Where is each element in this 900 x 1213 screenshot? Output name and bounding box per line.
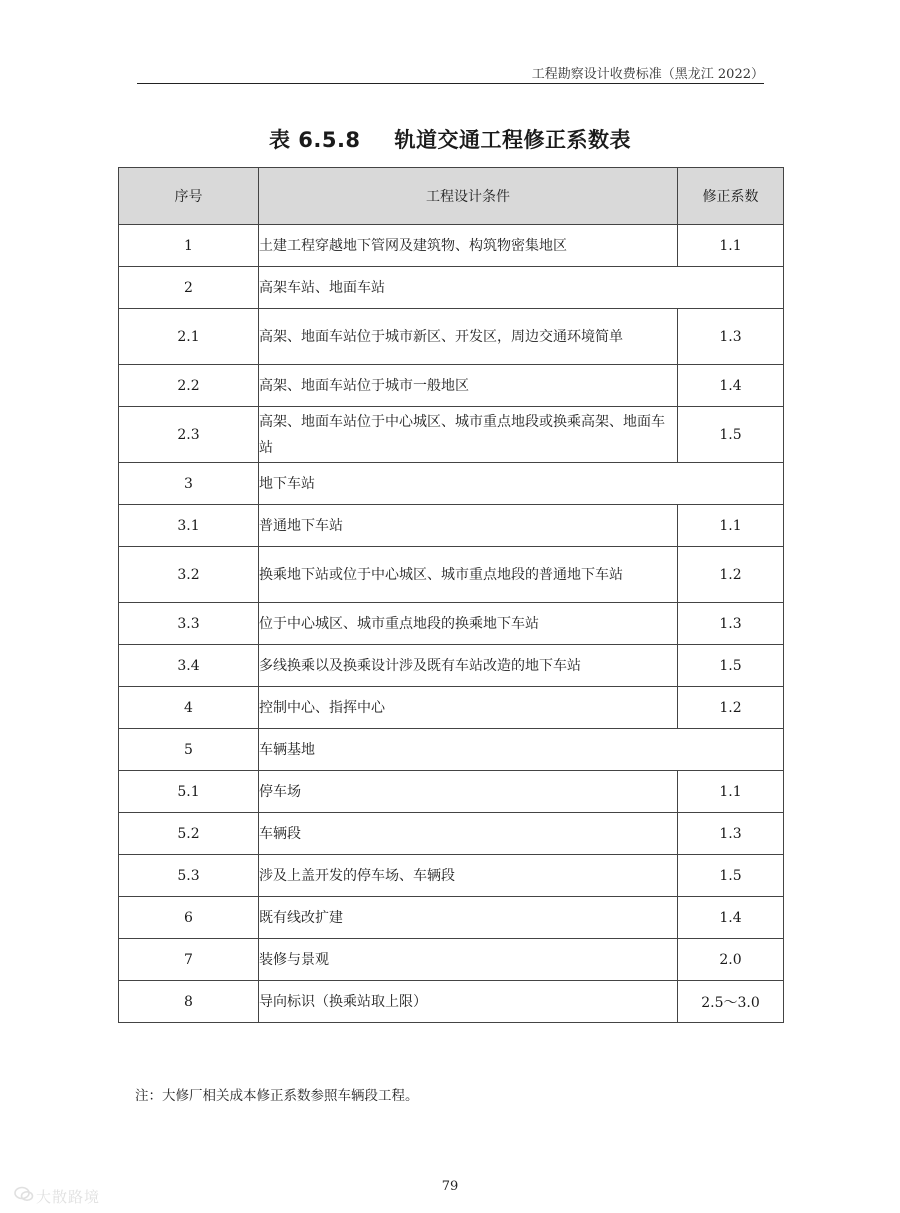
row-seq: 3 (119, 463, 259, 505)
row-coefficient: 1.5 (678, 645, 784, 687)
running-header: 工程勘察设计收费标准（黑龙江 2022） (531, 67, 764, 82)
table-row-group (119, 463, 784, 505)
row-condition: 导向标识（换乘站取上限） (259, 981, 678, 1023)
row-seq: 4 (119, 687, 259, 729)
row-coefficient: 1.3 (678, 813, 784, 855)
row-seq: 1 (119, 225, 259, 267)
table-row (119, 981, 784, 1023)
table-row (119, 645, 784, 687)
wechat-logo-icon (14, 1186, 36, 1206)
table-row (119, 309, 784, 365)
row-seq: 2 (119, 267, 259, 309)
row-condition: 车辆段 (259, 813, 678, 855)
table-row (119, 687, 784, 729)
table-title (0, 124, 900, 154)
watermark-text: 大散路境 (36, 1188, 101, 1206)
table-row (119, 505, 784, 547)
table-row (119, 603, 784, 645)
row-condition: 控制中心、指挥中心 (259, 687, 678, 729)
table-row (119, 547, 784, 603)
row-seq: 3.3 (119, 603, 259, 645)
row-seq: 3.2 (119, 547, 259, 603)
row-condition: 高架、地面车站位于城市新区、开发区，周边交通环境简单 (259, 309, 678, 365)
table-note: 注：大修厂相关成本修正系数参照车辆段工程。 (135, 1088, 419, 1104)
row-seq: 5 (119, 729, 259, 771)
row-condition: 车辆基地 (259, 729, 784, 771)
table-number: 表 6.5.8 (268, 128, 361, 152)
watermark (14, 1186, 100, 1207)
row-seq: 3.4 (119, 645, 259, 687)
table-row (119, 365, 784, 407)
column-header-seq: 序号 (119, 168, 259, 225)
row-coefficient: 1.3 (678, 309, 784, 365)
row-condition: 涉及上盖开发的停车场、车辆段 (259, 855, 678, 897)
table-row-group (119, 729, 784, 771)
row-seq: 5.3 (119, 855, 259, 897)
row-seq: 5.1 (119, 771, 259, 813)
table-header-row (119, 168, 784, 225)
table-row (119, 407, 784, 463)
row-condition: 停车场 (259, 771, 678, 813)
row-condition: 位于中心城区、城市重点地段的换乘地下车站 (259, 603, 678, 645)
row-seq: 5.2 (119, 813, 259, 855)
row-coefficient: 1.5 (678, 855, 784, 897)
row-seq: 2.2 (119, 365, 259, 407)
row-condition: 普通地下车站 (259, 505, 678, 547)
table-row (119, 771, 784, 813)
column-header-condition: 工程设计条件 (259, 168, 678, 225)
row-condition: 多线换乘以及换乘设计涉及既有车站改造的地下车站 (259, 645, 678, 687)
row-seq: 3.1 (119, 505, 259, 547)
page-number: 79 (441, 1179, 459, 1194)
row-condition: 既有线改扩建 (259, 897, 678, 939)
table-row-group (119, 267, 784, 309)
row-condition: 高架车站、地面车站 (259, 267, 784, 309)
table-row (119, 939, 784, 981)
row-coefficient: 1.2 (678, 687, 784, 729)
row-seq: 8 (119, 981, 259, 1023)
row-condition: 装修与景观 (259, 939, 678, 981)
table-row (119, 897, 784, 939)
row-coefficient: 1.4 (678, 365, 784, 407)
row-coefficient: 1.2 (678, 547, 784, 603)
row-coefficient: 1.1 (678, 225, 784, 267)
coefficient-table (118, 167, 784, 1023)
row-seq: 7 (119, 939, 259, 981)
row-coefficient: 1.1 (678, 505, 784, 547)
table-title-text: 轨道交通工程修正系数表 (394, 128, 632, 152)
row-coefficient: 1.5 (678, 407, 784, 463)
row-condition: 土建工程穿越地下管网及建筑物、构筑物密集地区 (259, 225, 678, 267)
row-coefficient: 1.3 (678, 603, 784, 645)
row-condition: 地下车站 (259, 463, 784, 505)
table-row (119, 855, 784, 897)
row-coefficient: 2.0 (678, 939, 784, 981)
row-coefficient: 1.4 (678, 897, 784, 939)
table-row (119, 225, 784, 267)
row-condition: 换乘地下站或位于中心城区、城市重点地段的普通地下车站 (259, 547, 678, 603)
row-seq: 6 (119, 897, 259, 939)
header-rule (137, 83, 764, 84)
row-seq: 2.1 (119, 309, 259, 365)
row-seq: 2.3 (119, 407, 259, 463)
column-header-coefficient: 修正系数 (678, 168, 784, 225)
row-condition: 高架、地面车站位于中心城区、城市重点地段或换乘高架、地面车站 (259, 407, 678, 463)
table-row (119, 813, 784, 855)
row-coefficient: 1.1 (678, 771, 784, 813)
row-condition: 高架、地面车站位于城市一般地区 (259, 365, 678, 407)
row-coefficient: 2.5～3.0 (678, 981, 784, 1023)
